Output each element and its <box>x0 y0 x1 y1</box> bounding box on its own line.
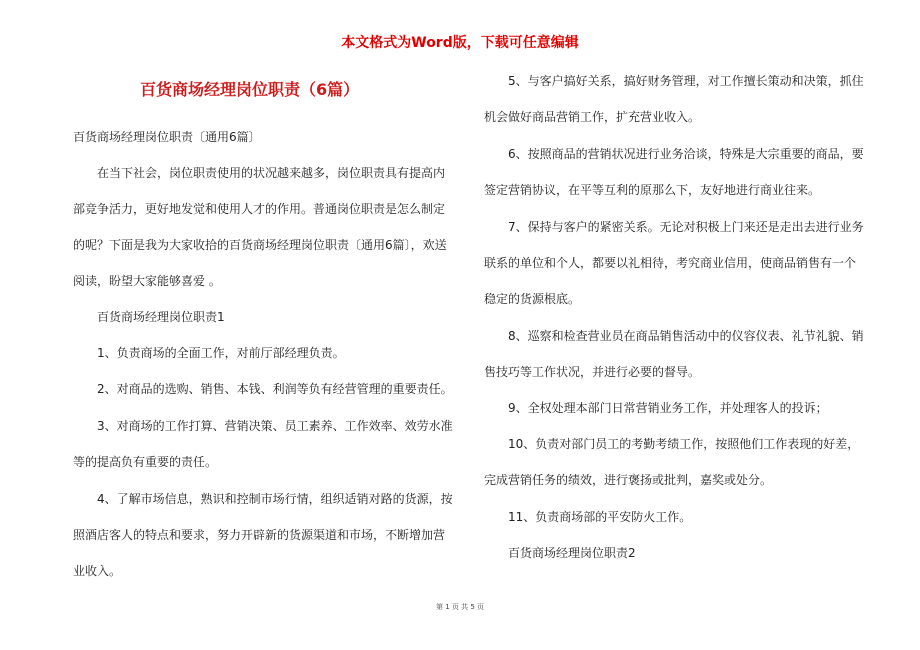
duty-item-7: 7、保持与客户的紧密关系。无论对积极上门来还是走出去进行业务联系的单位和个人，都要以礼相待，考究商业信用，使商品销售有一个稳定的货源根底。 <box>484 220 864 306</box>
duty-item-5: 5、与客户搞好关系，搞好财务管理，对工作擅长策动和决策，抓住机会做好商品营销工作，扩充营业收入。 <box>484 74 864 124</box>
duty-item-1: 1、负责商场的全面工作，对前厅部经理负责。 <box>97 346 345 360</box>
subtitle: 百货商场经理岗位职责〔通用6篇〕 <box>73 130 261 144</box>
duty-item-10: 10、负责对部门员工的考勤考绩工作，按照他们工作表现的好差，完成营销任务的绩效，进行褒扬或批判，嘉奖或处分。 <box>484 437 860 487</box>
page-footer: 第 1 页 共 5 页 <box>435 603 485 611</box>
duty-item-8: 8、巡察和检查营业员在商品销售活动中的仪容仪表、礼节礼貌、销售技巧等工作状况，并进行必要的督导。 <box>484 329 864 379</box>
intro-paragraph: 在当下社会，岗位职责使用的状况越来越多，岗位职责具有提高内部竞争活力，更好地发觉和使用人才的作用。普通岗位职责是怎么制定的呢？下面是我为大家收拾的百货商场经理岗位职责〔通用6篇〕，欢送阅读，盼望大家能够喜爱 。 <box>73 166 447 288</box>
section-heading-2: 百货商场经理岗位职责2 <box>508 546 636 560</box>
duty-item-9: 9、全权处理本部门日常营销业务工作，并处理客人的投诉； <box>508 401 828 415</box>
duty-item-11: 11、负责商场部的平安防火工作。 <box>508 510 692 524</box>
duty-item-4: 4、了解市场信息，熟识和控制市场行情，组织适销对路的货源，按照酒店客人的特点和要求，努力开辟新的货源渠道和市场，不断增加营业收入。 <box>73 492 453 578</box>
document-title: 百货商场经理岗位职责（6篇） <box>140 80 360 99</box>
duty-item-6: 6、按照商品的营销状况进行业务洽谈，特殊是大宗重要的商品，要签定营销协议，在平等互利的原那么下，友好地进行商业往来。 <box>484 147 864 197</box>
duty-item-3: 3、对商场的工作打算、营销决策、员工素养、工作效率、效劳水准等的提高负有重要的责任。 <box>73 419 453 469</box>
duty-item-2: 2、对商品的选购、销售、本钱、利润等负有经营管理的重要责任。 <box>97 382 453 396</box>
format-banner: 本文格式为Word版，下载可任意编辑 <box>341 35 579 51</box>
section-heading-1: 百货商场经理岗位职责1 <box>97 310 225 324</box>
